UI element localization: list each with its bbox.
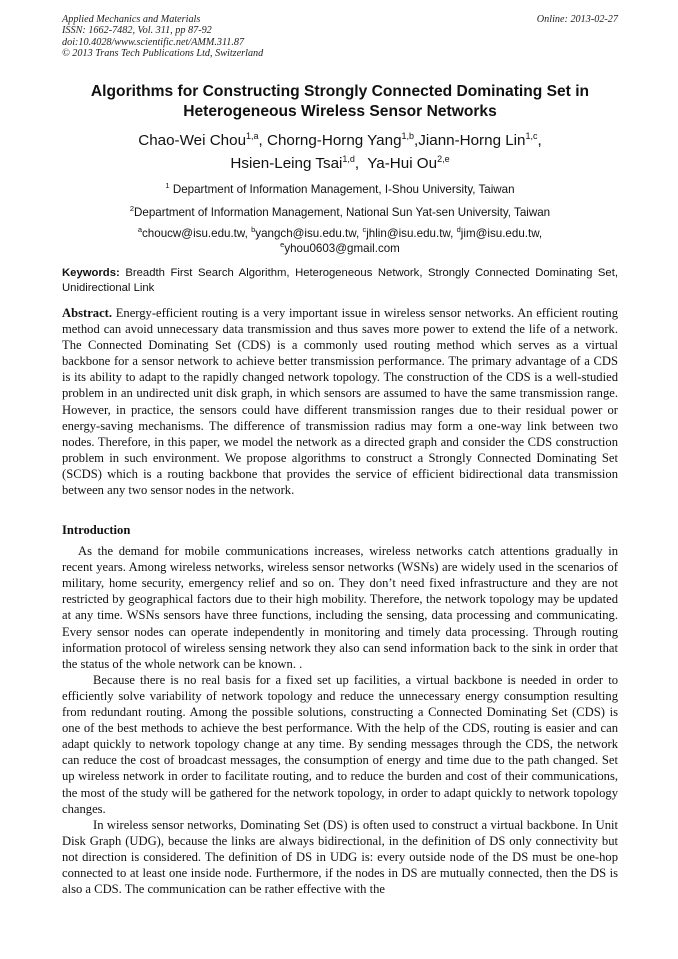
title-line-1: Algorithms for Constructing Strongly Connected Dominating Set in: [90, 83, 590, 100]
email-sup: a: [137, 225, 142, 235]
author-name: Chorng-Horng Yang: [267, 132, 402, 149]
author-line-1: Chao-Wei Chou$^{1,a}$, Chorng-Horng Yang$^{1,b}$,Jiann-Horng Lin$^{1,c}$,: [138, 130, 542, 149]
author-sup: 1,b: [401, 130, 415, 141]
email-address: jim@isu.edu.tw,: [460, 227, 543, 240]
email-list: [62, 226, 618, 256]
copyright: © 2013 Trans Tech Publications Ltd, Switzerland: [62, 48, 264, 60]
issn: ISSN: 1662-7482, Vol. 311, pp 87-92: [62, 25, 212, 37]
author-sup: 1,c: [525, 130, 538, 141]
author-sup: 1,a: [246, 130, 259, 141]
email-address: jhlin@isu.edu.tw,: [366, 227, 454, 240]
abstract-label: Abstract.: [62, 306, 113, 320]
affiliation-sup: 2: [129, 204, 135, 214]
title-line-2: Heterogeneous Wireless Sensor Networks: [183, 102, 497, 120]
email-sup: e: [280, 240, 285, 250]
online-date: Online: 2013-02-27: [536, 14, 618, 25]
author-name: Jiann-Horng Lin: [418, 132, 526, 149]
author-line-2: Hsien-Leing Tsai$^{1,d}$, Ya-Hui Ou$^{2,e}$: [230, 153, 450, 172]
intro-paragraph-1: As the demand for mobile communications increases, wireless networks catch attentions gradually in recent years. Among wireless networks, wireless sensor networks (WSNs) are widely used in the scenarios of military, home security, emergency relief and so on. They don’t need fixed infrastructure and they are not restricted by geographical factors due to their high mobility. Therefore, the network topology may be updated at any time. WSNs sensors have three functions, including the sensing, data processing and communicating. Every sensor nodes can operate independently in monitoring and timely data processing. Through routing information protocol of wireless sensing network they also can send information back to the sink in order that the status of the whole network can be known. .: [62, 544, 618, 671]
doi: doi:10.4028/www.scientific.net/AMM.311.87: [62, 36, 245, 48]
journal-name: Applied Mechanics and Materials: [62, 14, 201, 25]
journal-header: [62, 14, 618, 60]
introduction-section: [62, 522, 618, 897]
email-sup: c: [362, 225, 367, 235]
abstract-text: Energy-efficient routing is a very important issue in wireless sensor networks. An efficient routing method can avoid unnecessary data transmission and thus saves more power to extend the life of a network. The Connected Dominating Set (CDS) is a commonly used routing method which serves as a virtual backbone for a sensor network to achieve better transmission performance. The primary advantage of a CDS is its ability to adapt to the rapidly changed network topology. The construction of the CDS is a well-studied problem in an undirected unit disk graph, in which sensors are assumed to have the same transmission range. However, in practice, the sensors could have different transmission ranges due to their residual power or energy-saving mechanisms. The difference of transmission radius may form a one-way link between two nodes. Therefore, in this paper, we model the network as a directed graph and consider the CDS construction problem in such environment. We propose algorithms to construct a Strongly Connected Dominating Set (SCDS) which is a routing backbone that provides the service of efficient bidirectional data transmission between any two sensor nodes in the network.: [62, 306, 619, 498]
affiliation-sup: 1: [165, 181, 170, 191]
affiliation-text: Department of Information Management, I-Shou University, Taiwan: [172, 183, 515, 196]
email-sup: b: [251, 225, 256, 235]
email-address: choucw@isu.edu.tw,: [142, 227, 248, 240]
affiliation-text: Department of Information Management, National Sun Yat-sen University, Taiwan: [134, 206, 551, 219]
email-sup: d: [456, 225, 461, 235]
abstract-paragraph: [62, 305, 618, 498]
author-sup: 2,e: [437, 153, 450, 164]
abstract: [62, 305, 618, 498]
intro-paragraph-3: In wireless sensor networks, Dominating Set (DS) is often used to construct a virtual backbone. In Unit Disk Graph (UDG), because the links are always bidirectional, in the definition of DS only connectivity but not direction is considered. The definition of DS in UDG is: every outside node of the DS must be one-hop connected to at least one inside node. Furthermore, if the nodes in DS are mutually connected, then the DS is also a CDS. The communication can be rather effective with the: [62, 817, 618, 897]
author-name: Hsien-Leing Tsai: [230, 154, 343, 172]
affiliation-1: [62, 182, 618, 197]
email-address: yhou0603@gmail.com: [284, 242, 400, 255]
paper-title: [62, 82, 618, 121]
email-line-1: [62, 226, 618, 241]
section-heading: Introduction: [62, 523, 131, 537]
keywords: [62, 266, 618, 296]
email-address: yangch@isu.edu.tw,: [255, 227, 360, 240]
intro-paragraph-2: Because there is no real basis for a fixed set up facilities, a virtual backbone is needed in order to efficiently solve variability of network topology and reduce the unnecessary energy consumption resulting from redundant routing. Among the possible solutions, constructing a Connected Dominating Set (CDS) is one of the best methods to achieve the best performance. With the help of the CDS, routing is easier and can adapt quickly to network topology change at any time. By sending messages through the CDS, the network can reduce the cost of broadcast messages, the consumption of energy and time due to the path changed. Set up wireless network in order to facilitate routing, and to reduce the burden and cost of their communications, the most of the study will be gathered for the network topology, in order to adapt quickly to network topology changes.: [62, 672, 618, 816]
keywords-text: Breadth First Search Algorithm, Heterogeneous Network, Strongly Connected Dominating Set, Unidirectional Link: [62, 267, 618, 294]
affiliation-2: [62, 205, 618, 220]
keywords-label: Keywords:: [62, 267, 120, 279]
author-list: [62, 130, 618, 175]
email-line-2: [62, 241, 618, 256]
author-name: Ya-Hui Ou: [367, 154, 438, 172]
author-sup: 1,d: [342, 153, 355, 164]
author-name: Chao-Wei Chou: [138, 132, 247, 149]
